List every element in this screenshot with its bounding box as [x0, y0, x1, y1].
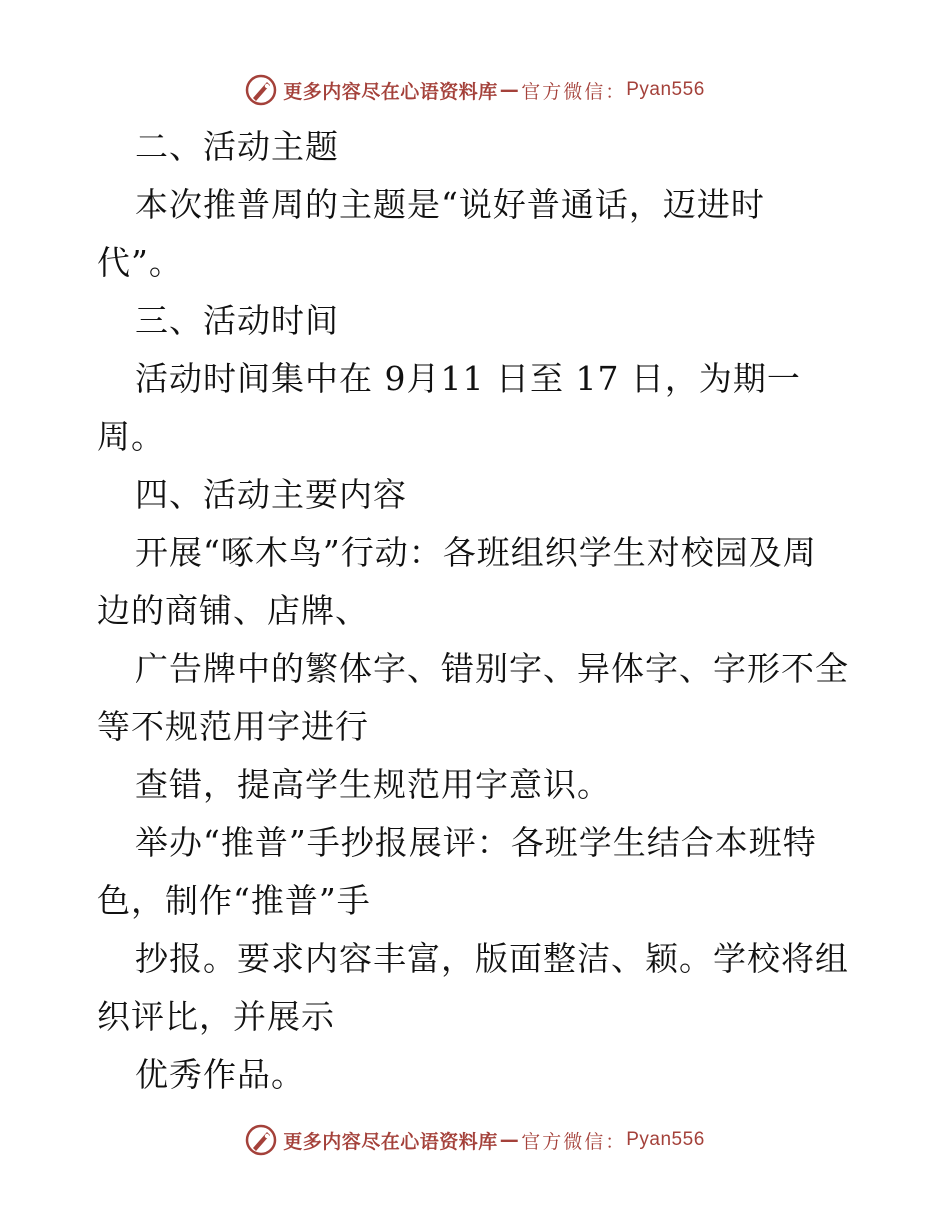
footer-brand-text: 更多内容尽在心语资料库: [283, 1130, 498, 1153]
text-line: 三、活动时间: [135, 301, 339, 340]
header-sub-text: 官方微信：: [521, 80, 627, 103]
footer-sub-text: 官方微信：: [521, 1130, 627, 1153]
text-line: 等不规范用字进行: [97, 707, 369, 746]
text-line: 代”。: [97, 243, 183, 282]
text-line: 活动时间集中在 9月11 日至 17 日，为期一: [135, 359, 801, 398]
text-line: 本次推普周的主题是“说好普通话，迈进时: [135, 185, 765, 224]
text-line: 优秀作品。: [135, 1055, 305, 1094]
header-banner: [0, 70, 950, 110]
pen-logo-icon: [245, 1124, 277, 1156]
footer-separator: —: [499, 1129, 520, 1151]
text-line: 色，制作“推普”手: [97, 881, 371, 920]
text-line: 周。: [97, 417, 165, 456]
document-body: [97, 118, 857, 1104]
header-separator: —: [499, 79, 520, 101]
text-line: 四、活动主要内容: [135, 475, 407, 514]
text-line: 查错，提高学生规范用字意识。: [135, 765, 611, 804]
pen-logo-icon: [245, 74, 277, 106]
text-line: 织评比，并展示: [97, 997, 335, 1036]
footer-account-id: Pyan556: [626, 1129, 705, 1150]
footer-banner: [0, 1120, 950, 1160]
text-line: 开展“啄木鸟”行动：各班组织学生对校园及周: [135, 533, 817, 572]
header-account-id: Pyan556: [626, 79, 705, 100]
text-line: 边的商铺、店牌、: [97, 591, 369, 630]
text-line: 广告牌中的繁体字、错别字、异体字、字形不全: [135, 649, 849, 688]
text-line: 抄报。要求内容丰富，版面整洁、颖。学校将组: [135, 939, 849, 978]
text-line: 二、活动主题: [135, 127, 339, 166]
header-brand-text: 更多内容尽在心语资料库: [283, 80, 498, 103]
text-line: 举办“推普”手抄报展评：各班学生结合本班特: [135, 823, 817, 862]
